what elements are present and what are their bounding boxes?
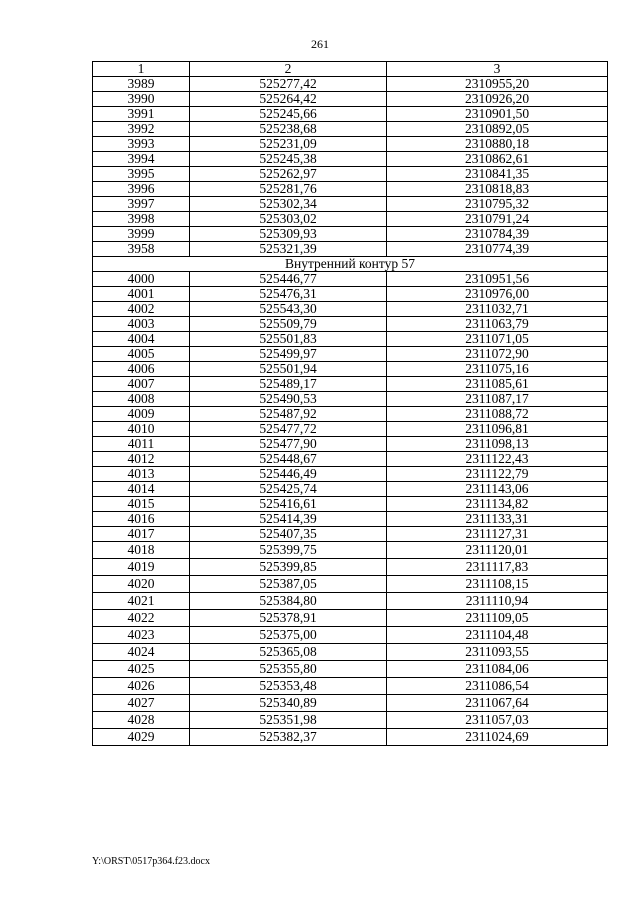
table-header-row	[93, 62, 608, 77]
point-number-cell: 4003	[93, 317, 190, 332]
y-coordinate-cell: 2310901,50	[387, 107, 608, 122]
table-row	[93, 452, 608, 467]
point-number-cell: 4027	[93, 695, 190, 712]
x-coordinate-cell: 525365,08	[190, 644, 387, 661]
table-row	[93, 467, 608, 482]
x-coordinate-cell: 525309,93	[190, 227, 387, 242]
table-row	[93, 227, 608, 242]
point-number-cell: 3995	[93, 167, 190, 182]
coordinates-table-body	[93, 62, 608, 746]
point-number-cell: 4025	[93, 661, 190, 678]
y-coordinate-cell: 2311084,06	[387, 661, 608, 678]
document-file-path: Y:\ORST\0517p364.f23.docx	[92, 856, 210, 867]
table-row	[93, 377, 608, 392]
coordinates-table	[92, 61, 608, 746]
x-coordinate-cell: 525264,42	[190, 92, 387, 107]
y-coordinate-cell: 2310818,83	[387, 182, 608, 197]
y-coordinate-cell: 2311120,01	[387, 542, 608, 559]
point-number-cell: 3997	[93, 197, 190, 212]
y-coordinate-cell: 2311096,81	[387, 422, 608, 437]
point-number-cell: 4014	[93, 482, 190, 497]
table-row	[93, 610, 608, 627]
table-row	[93, 317, 608, 332]
column-header-3: 3	[387, 62, 608, 77]
x-coordinate-cell: 525277,42	[190, 77, 387, 92]
y-coordinate-cell: 2311088,72	[387, 407, 608, 422]
x-coordinate-cell: 525407,35	[190, 527, 387, 542]
y-coordinate-cell: 2311072,90	[387, 347, 608, 362]
y-coordinate-cell: 2311057,03	[387, 712, 608, 729]
y-coordinate-cell: 2311067,64	[387, 695, 608, 712]
table-row	[93, 362, 608, 377]
y-coordinate-cell: 2310976,00	[387, 287, 608, 302]
y-coordinate-cell: 2311110,94	[387, 593, 608, 610]
point-number-cell: 4019	[93, 559, 190, 576]
x-coordinate-cell: 525321,39	[190, 242, 387, 257]
x-coordinate-cell: 525499,97	[190, 347, 387, 362]
x-coordinate-cell: 525509,79	[190, 317, 387, 332]
y-coordinate-cell: 2310951,56	[387, 272, 608, 287]
column-header-2: 2	[190, 62, 387, 77]
x-coordinate-cell: 525382,37	[190, 729, 387, 746]
x-coordinate-cell: 525231,09	[190, 137, 387, 152]
table-row	[93, 627, 608, 644]
point-number-cell: 3991	[93, 107, 190, 122]
y-coordinate-cell: 2310795,32	[387, 197, 608, 212]
x-coordinate-cell: 525399,85	[190, 559, 387, 576]
x-coordinate-cell: 525353,48	[190, 678, 387, 695]
point-number-cell: 4010	[93, 422, 190, 437]
table-row	[93, 107, 608, 122]
point-number-cell: 4020	[93, 576, 190, 593]
point-number-cell: 4001	[93, 287, 190, 302]
y-coordinate-cell: 2310791,24	[387, 212, 608, 227]
x-coordinate-cell: 525487,92	[190, 407, 387, 422]
table-row	[93, 302, 608, 317]
point-number-cell: 4023	[93, 627, 190, 644]
point-number-cell: 4015	[93, 497, 190, 512]
y-coordinate-cell: 2311071,05	[387, 332, 608, 347]
y-coordinate-cell: 2310862,61	[387, 152, 608, 167]
table-row	[93, 77, 608, 92]
table-row	[93, 559, 608, 576]
x-coordinate-cell: 525302,34	[190, 197, 387, 212]
y-coordinate-cell: 2311104,48	[387, 627, 608, 644]
point-number-cell: 3989	[93, 77, 190, 92]
point-number-cell: 4016	[93, 512, 190, 527]
table-row	[93, 644, 608, 661]
y-coordinate-cell: 2311143,06	[387, 482, 608, 497]
x-coordinate-cell: 525399,75	[190, 542, 387, 559]
section-title: Внутренний контур 57	[93, 257, 608, 272]
x-coordinate-cell: 525425,74	[190, 482, 387, 497]
point-number-cell: 4013	[93, 467, 190, 482]
table-row	[93, 212, 608, 227]
point-number-cell: 4006	[93, 362, 190, 377]
y-coordinate-cell: 2311098,13	[387, 437, 608, 452]
x-coordinate-cell: 525375,00	[190, 627, 387, 644]
x-coordinate-cell: 525262,97	[190, 167, 387, 182]
y-coordinate-cell: 2311127,31	[387, 527, 608, 542]
x-coordinate-cell: 525543,30	[190, 302, 387, 317]
point-number-cell: 4002	[93, 302, 190, 317]
table-row	[93, 661, 608, 678]
point-number-cell: 4022	[93, 610, 190, 627]
x-coordinate-cell: 525446,49	[190, 467, 387, 482]
y-coordinate-cell: 2311024,69	[387, 729, 608, 746]
y-coordinate-cell: 2310926,20	[387, 92, 608, 107]
y-coordinate-cell: 2311109,05	[387, 610, 608, 627]
x-coordinate-cell: 525245,38	[190, 152, 387, 167]
y-coordinate-cell: 2311122,43	[387, 452, 608, 467]
x-coordinate-cell: 525501,94	[190, 362, 387, 377]
table-row	[93, 167, 608, 182]
section-title-row	[93, 257, 608, 272]
table-row	[93, 695, 608, 712]
point-number-cell: 4008	[93, 392, 190, 407]
y-coordinate-cell: 2311086,54	[387, 678, 608, 695]
table-row	[93, 542, 608, 559]
y-coordinate-cell: 2310892,05	[387, 122, 608, 137]
table-row	[93, 482, 608, 497]
page-number: 261	[311, 37, 329, 51]
point-number-cell: 4000	[93, 272, 190, 287]
table-row	[93, 497, 608, 512]
x-coordinate-cell: 525501,83	[190, 332, 387, 347]
y-coordinate-cell: 2310841,35	[387, 167, 608, 182]
x-coordinate-cell: 525378,91	[190, 610, 387, 627]
point-number-cell: 4012	[93, 452, 190, 467]
point-number-cell: 4009	[93, 407, 190, 422]
point-number-cell: 3993	[93, 137, 190, 152]
table-row	[93, 527, 608, 542]
table-row	[93, 287, 608, 302]
x-coordinate-cell: 525387,05	[190, 576, 387, 593]
y-coordinate-cell: 2310880,18	[387, 137, 608, 152]
table-row	[93, 422, 608, 437]
table-row	[93, 512, 608, 527]
x-coordinate-cell: 525414,39	[190, 512, 387, 527]
point-number-cell: 4026	[93, 678, 190, 695]
x-coordinate-cell: 525384,80	[190, 593, 387, 610]
point-number-cell: 4024	[93, 644, 190, 661]
table-row	[93, 678, 608, 695]
x-coordinate-cell: 525476,31	[190, 287, 387, 302]
point-number-cell: 3999	[93, 227, 190, 242]
x-coordinate-cell: 525303,02	[190, 212, 387, 227]
point-number-cell: 4011	[93, 437, 190, 452]
y-coordinate-cell: 2311032,71	[387, 302, 608, 317]
point-number-cell: 4007	[93, 377, 190, 392]
table-row	[93, 712, 608, 729]
y-coordinate-cell: 2311085,61	[387, 377, 608, 392]
x-coordinate-cell: 525490,53	[190, 392, 387, 407]
table-row	[93, 593, 608, 610]
y-coordinate-cell: 2310774,39	[387, 242, 608, 257]
point-number-cell: 4004	[93, 332, 190, 347]
point-number-cell: 4017	[93, 527, 190, 542]
point-number-cell: 4028	[93, 712, 190, 729]
table-row	[93, 122, 608, 137]
point-number-cell: 4021	[93, 593, 190, 610]
x-coordinate-cell: 525477,90	[190, 437, 387, 452]
table-row	[93, 729, 608, 746]
x-coordinate-cell: 525416,61	[190, 497, 387, 512]
y-coordinate-cell: 2311122,79	[387, 467, 608, 482]
y-coordinate-cell: 2310784,39	[387, 227, 608, 242]
point-number-cell: 3990	[93, 92, 190, 107]
x-coordinate-cell: 525281,76	[190, 182, 387, 197]
table-row	[93, 392, 608, 407]
x-coordinate-cell: 525446,77	[190, 272, 387, 287]
column-header-1: 1	[93, 62, 190, 77]
point-number-cell: 3996	[93, 182, 190, 197]
y-coordinate-cell: 2311063,79	[387, 317, 608, 332]
point-number-cell: 4005	[93, 347, 190, 362]
y-coordinate-cell: 2310955,20	[387, 77, 608, 92]
table-row	[93, 137, 608, 152]
point-number-cell: 4029	[93, 729, 190, 746]
x-coordinate-cell: 525489,17	[190, 377, 387, 392]
x-coordinate-cell: 525477,72	[190, 422, 387, 437]
table-row	[93, 332, 608, 347]
y-coordinate-cell: 2311093,55	[387, 644, 608, 661]
point-number-cell: 3958	[93, 242, 190, 257]
x-coordinate-cell: 525340,89	[190, 695, 387, 712]
table-row	[93, 576, 608, 593]
table-row	[93, 182, 608, 197]
y-coordinate-cell: 2311075,16	[387, 362, 608, 377]
y-coordinate-cell: 2311134,82	[387, 497, 608, 512]
table-row	[93, 272, 608, 287]
table-row	[93, 437, 608, 452]
table-row	[93, 197, 608, 212]
point-number-cell: 3994	[93, 152, 190, 167]
y-coordinate-cell: 2311133,31	[387, 512, 608, 527]
y-coordinate-cell: 2311108,15	[387, 576, 608, 593]
y-coordinate-cell: 2311117,83	[387, 559, 608, 576]
point-number-cell: 3992	[93, 122, 190, 137]
x-coordinate-cell: 525351,98	[190, 712, 387, 729]
table-row	[93, 407, 608, 422]
x-coordinate-cell: 525355,80	[190, 661, 387, 678]
table-row	[93, 242, 608, 257]
point-number-cell: 4018	[93, 542, 190, 559]
y-coordinate-cell: 2311087,17	[387, 392, 608, 407]
x-coordinate-cell: 525238,68	[190, 122, 387, 137]
table-row	[93, 347, 608, 362]
x-coordinate-cell: 525245,66	[190, 107, 387, 122]
table-row	[93, 92, 608, 107]
table-row	[93, 152, 608, 167]
point-number-cell: 3998	[93, 212, 190, 227]
x-coordinate-cell: 525448,67	[190, 452, 387, 467]
